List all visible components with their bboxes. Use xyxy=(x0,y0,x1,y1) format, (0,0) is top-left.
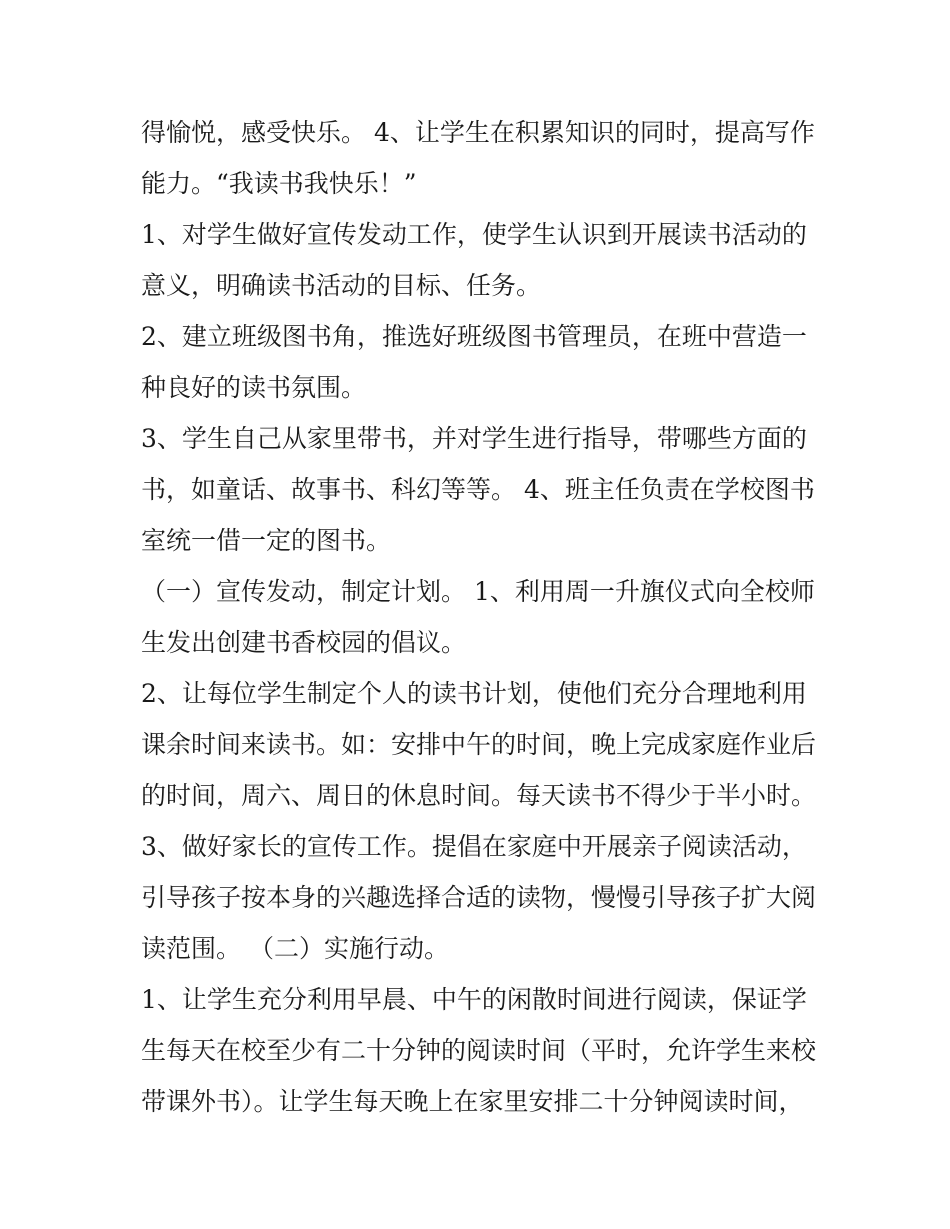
text-line: （一）宣传发动，制定计划。 1、利用周一升旗仪式向全校师 xyxy=(141,577,815,606)
text-line: 引导孩子按本身的兴趣选择合适的读物，慢慢引导孩子扩大阅 xyxy=(141,883,817,912)
text-line: 读范围。 （二）实施行动。 xyxy=(141,934,449,963)
text-line: 带课外书）。让学生每天晚上在家里安排二十分钟阅读时间， xyxy=(141,1087,804,1116)
text-line: 课余时间来读书。如：安排中午的时间，晚上完成家庭作业后 xyxy=(141,730,817,759)
text-line: 2、让每位学生制定个人的读书计划，使他们充分合理地利用 xyxy=(141,679,807,708)
text-line: 室统一借一定的图书。 xyxy=(141,526,392,555)
text-line: 书，如童话、故事书、科幻等等。 4、班主任负责在学校图书 xyxy=(141,475,815,504)
text-line: 的时间，周六、周日的休息时间。每天读书不得少于半小时。 xyxy=(141,781,817,810)
text-line: 1、让学生充分利用早晨、中午的闲散时间进行阅读，保证学 xyxy=(141,985,807,1014)
text-line: 1、对学生做好宣传发动工作，使学生认识到开展读书活动的 xyxy=(141,220,807,249)
text-line: 能力。“我读书我快乐！” xyxy=(141,169,417,198)
text-line: 生每天在校至少有二十分钟的阅读时间（平时，允许学生来校 xyxy=(141,1036,817,1065)
text-line: 3、做好家长的宣传工作。提倡在家庭中开展亲子阅读活动， xyxy=(141,832,807,861)
text-line: 得愉悦，感受快乐。 4、让学生在积累知识的同时，提高写作 xyxy=(141,118,815,147)
text-line: 种良好的读书氛围。 xyxy=(141,373,367,402)
document-body xyxy=(141,107,841,1127)
text-line: 2、建立班级图书角，推选好班级图书管理员，在班中营造一 xyxy=(141,322,807,351)
text-line: 意义，明确读书活动的目标、任务。 xyxy=(141,271,542,300)
text-line: 3、学生自己从家里带书，并对学生进行指导，带哪些方面的 xyxy=(141,424,807,453)
text-line: 生发出创建书香校园的倡议。 xyxy=(141,628,467,657)
